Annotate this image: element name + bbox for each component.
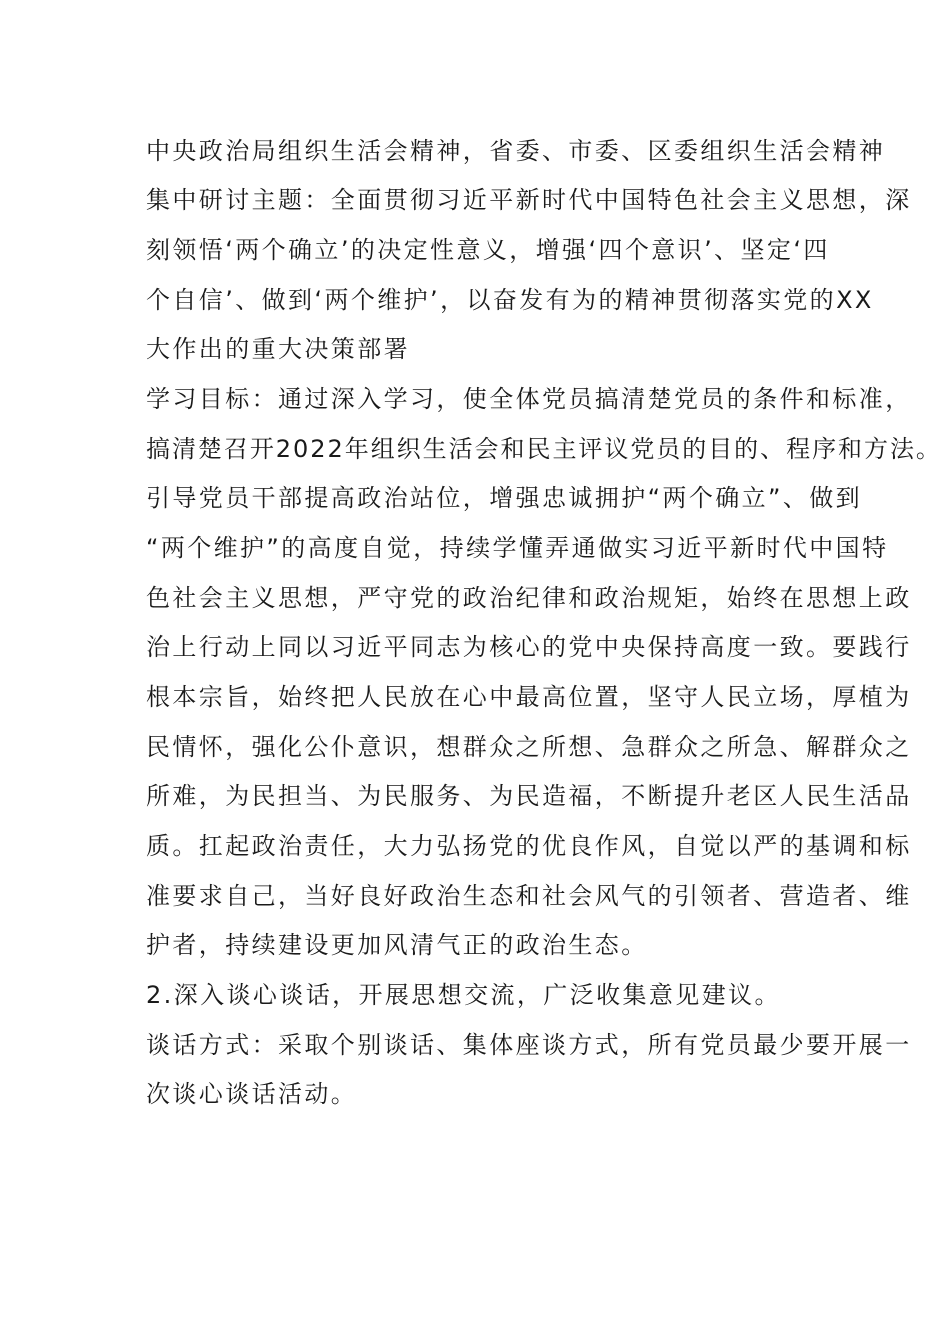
text-line: 搞清楚召开2022年组织生活会和民主评议党员的目的、程序和方法。: [146, 435, 942, 463]
text-line: 民情怀，强化公仆意识，想群众之所想、急群众之所急、解群众之: [146, 733, 912, 761]
text-line: 次谈心谈话活动。: [146, 1080, 358, 1108]
text-line: 谈话方式：采取个别谈话、集体座谈方式，所有党员最少要开展一: [146, 1031, 912, 1059]
text-line: 护者，持续建设更加风清气正的政治生态。: [146, 931, 648, 959]
text-line: 引导党员干部提高政治站位，增强忠诚拥护“两个确立”、做到: [146, 484, 863, 512]
section-heading: 2.深入谈心谈话，开展思想交流，广泛收集意见建议。: [146, 981, 781, 1009]
text-line: 色社会主义思想，严守党的政治纪律和政治规矩，始终在思想上政: [146, 584, 912, 612]
text-line: 中央政治局组织生活会精神，省委、市委、区委组织生活会精神: [146, 137, 886, 165]
text-line: 刻领悟‘两个确立’的决定性意义，增强‘四个意识’、坚定‘四: [146, 236, 830, 264]
text-line: 大作出的重大决策部署: [146, 335, 410, 363]
text-line: 个自信’、做到‘两个维护’，以奋发有为的精神贯彻落实党的XX: [146, 286, 874, 314]
text-line: 所难，为民担当、为民服务、为民造福，不断提升老区人民生活品: [146, 782, 912, 810]
text-line: 治上行动上同以习近平同志为核心的党中央保持高度一致。要践行: [146, 633, 912, 661]
text-line: 质。扛起政治责任，大力弘扬党的优良作风，自觉以严的基调和标: [146, 832, 912, 860]
text-line: 准要求自己，当好良好政治生态和社会风气的引领者、营造者、维: [146, 882, 912, 910]
text-line: “两个维护”的高度自觉，持续学懂弄通做实习近平新时代中国特: [146, 534, 889, 562]
text-line: 学习目标：通过深入学习，使全体党员搞清楚党员的条件和标准，: [146, 385, 912, 413]
text-line: 根本宗旨，始终把人民放在心中最高位置，坚守人民立场，厚植为: [146, 683, 912, 711]
text-line: 集中研讨主题：全面贯彻习近平新时代中国特色社会主义思想，深: [146, 186, 912, 214]
